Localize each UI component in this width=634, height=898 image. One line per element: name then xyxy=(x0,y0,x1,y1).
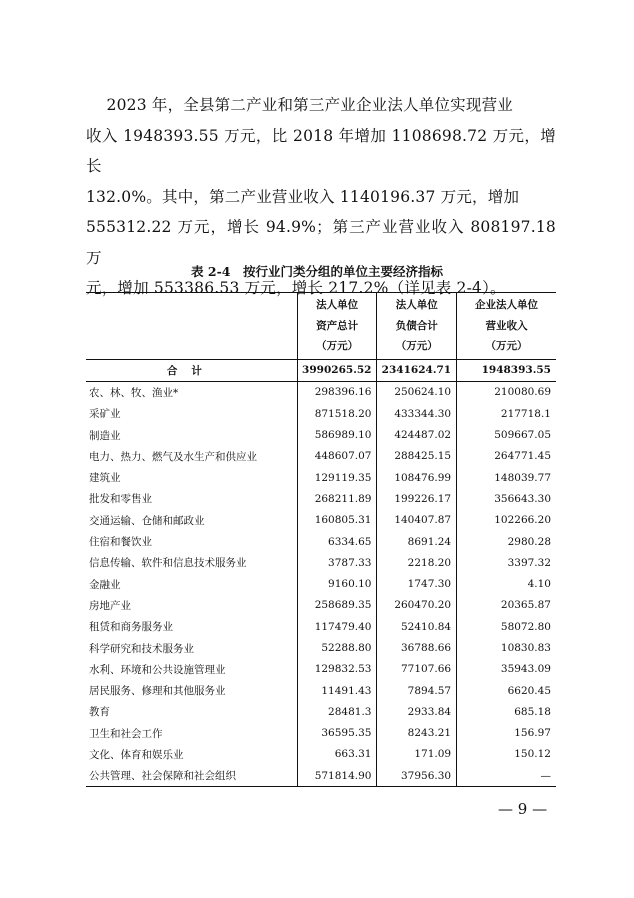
liabilities-cell: 1747.30 xyxy=(377,573,457,594)
revenue-cell: 210080.69 xyxy=(457,381,556,403)
industry-name-cell: 制造业 xyxy=(89,429,121,442)
header-blank-cell xyxy=(86,293,297,360)
header-line: （万元） xyxy=(395,340,438,352)
liabilities-cell: 288425.15 xyxy=(377,446,457,467)
table-row xyxy=(86,510,556,531)
revenue-cell: 2980.28 xyxy=(457,531,556,552)
assets-cell: 6334.65 xyxy=(297,531,377,552)
header-line: 法人单位 xyxy=(316,299,359,311)
revenue-cell: 217718.1 xyxy=(457,403,556,424)
assets-cell: 258689.35 xyxy=(297,595,377,616)
assets-cell: 268211.89 xyxy=(297,488,377,509)
revenue-cell: 6620.45 xyxy=(457,680,556,701)
assets-cell: 448607.07 xyxy=(297,446,377,467)
economic-indicators-table xyxy=(86,292,556,787)
assets-cell: 663.31 xyxy=(297,744,377,765)
table-row xyxy=(86,616,556,637)
industry-name-cell: 公共管理、社会保障和社会组织 xyxy=(86,765,297,787)
total-revenue: 1948393.55 xyxy=(457,359,556,381)
table-row xyxy=(86,381,556,403)
table-row xyxy=(86,659,556,680)
industry-name-cell: 农、林、牧、渔业* xyxy=(89,386,179,399)
table-row xyxy=(86,552,556,573)
assets-cell: 36595.35 xyxy=(297,723,377,744)
revenue-cell: 35943.09 xyxy=(457,659,556,680)
liabilities-cell: 199226.17 xyxy=(377,488,457,509)
industry-name-cell: 交通运输、仓储和邮政业 xyxy=(89,514,205,527)
liabilities-cell: 424487.02 xyxy=(377,424,457,445)
revenue-cell: 150.12 xyxy=(457,744,556,765)
table-row xyxy=(86,488,556,509)
industry-name-cell: 房地产业 xyxy=(89,599,131,612)
paragraph-line: 收入 1948393.55 万元，比 2018 年增加 1108698.72 万元，增长 xyxy=(86,126,556,175)
revenue-cell: 58072.80 xyxy=(457,616,556,637)
assets-cell: 160805.31 xyxy=(297,510,377,531)
liabilities-cell: 260470.20 xyxy=(377,595,457,616)
header-liabilities xyxy=(377,293,457,360)
industry-name-cell: 租赁和商务服务业 xyxy=(89,621,173,634)
table-row xyxy=(86,680,556,701)
table-row xyxy=(86,744,556,765)
header-line: 营业收入 xyxy=(485,319,528,332)
header-assets xyxy=(297,293,377,360)
header-revenue xyxy=(457,293,556,360)
liabilities-cell: 37956.30 xyxy=(377,765,457,787)
table-row xyxy=(86,573,556,594)
liabilities-cell: 2218.20 xyxy=(377,552,457,573)
paragraph-line: 元，增加 553386.53 万元，增长 217.2%（详见表 2-4）。 xyxy=(86,279,506,297)
table-row xyxy=(86,701,556,722)
assets-cell: 129119.35 xyxy=(297,467,377,488)
assets-cell: 117479.40 xyxy=(297,616,377,637)
table-caption: 表 2-4 按行业门类分组的单位主要经济指标 xyxy=(191,264,443,279)
industry-name-cell: 信息传输、软件和信息技术服务业 xyxy=(89,557,247,570)
liabilities-cell: 7894.57 xyxy=(377,680,457,701)
industry-name-cell: 金融业 xyxy=(89,578,121,591)
assets-cell: 586989.10 xyxy=(297,424,377,445)
header-line: 负债合计 xyxy=(395,319,438,332)
total-row xyxy=(86,359,556,381)
table-row xyxy=(86,531,556,552)
industry-name-cell: 卫生和社会工作 xyxy=(89,727,163,740)
assets-cell: 298396.16 xyxy=(297,381,377,403)
table-row xyxy=(86,595,556,616)
header-line: 企业法人单位 xyxy=(475,299,539,311)
industry-name-cell: 教育 xyxy=(89,706,110,719)
assets-cell: 571814.90 xyxy=(297,765,377,787)
revenue-cell: — xyxy=(457,765,556,787)
table-header xyxy=(86,293,556,360)
liabilities-cell: 140407.87 xyxy=(377,510,457,531)
total-label: 合计 xyxy=(86,359,297,381)
assets-cell: 129832.53 xyxy=(297,659,377,680)
table-row xyxy=(86,424,556,445)
revenue-cell: 148039.77 xyxy=(457,467,556,488)
revenue-cell: 20365.87 xyxy=(457,595,556,616)
revenue-cell: 156.97 xyxy=(457,723,556,744)
industry-name-cell: 住宿和餐饮业 xyxy=(89,536,152,549)
table-row xyxy=(86,637,556,658)
table-row xyxy=(86,723,556,744)
total-assets: 3990265.52 xyxy=(297,359,377,381)
liabilities-cell: 108476.99 xyxy=(377,467,457,488)
liabilities-cell: 250624.10 xyxy=(377,381,457,403)
revenue-cell: 10830.83 xyxy=(457,637,556,658)
revenue-cell: 264771.45 xyxy=(457,446,556,467)
revenue-cell: 356643.30 xyxy=(457,488,556,509)
assets-cell: 9160.10 xyxy=(297,573,377,594)
assets-cell: 52288.80 xyxy=(297,637,377,658)
header-line: （万元） xyxy=(316,340,359,352)
table-row xyxy=(86,446,556,467)
header-line: 资产总计 xyxy=(316,319,359,332)
table-row xyxy=(86,467,556,488)
paragraph-line: 2023 年，全县第二产业和第三产业企业法人单位实现营业 xyxy=(86,96,513,114)
industry-name-cell: 文化、体育和娱乐业 xyxy=(89,748,184,761)
assets-cell: 11491.43 xyxy=(297,680,377,701)
industry-name-cell: 居民服务、修理和其他服务业 xyxy=(89,685,226,698)
table-row xyxy=(86,765,556,787)
revenue-cell: 3397.32 xyxy=(457,552,556,573)
header-line: （万元） xyxy=(485,340,528,352)
industry-name-cell: 建筑业 xyxy=(89,472,121,485)
paragraph-line: 555312.22 万元，增长 94.9%；第三产业营业收入 808197.18 万 xyxy=(86,218,556,267)
industry-name-cell: 科学研究和技术服务业 xyxy=(89,642,194,655)
assets-cell: 871518.20 xyxy=(297,403,377,424)
liabilities-cell: 8243.21 xyxy=(377,723,457,744)
industry-name-cell: 批发和零售业 xyxy=(89,493,152,506)
liabilities-cell: 36788.66 xyxy=(377,637,457,658)
assets-cell: 3787.33 xyxy=(297,552,377,573)
industry-name-cell: 水利、环境和公共设施管理业 xyxy=(89,663,226,676)
liabilities-cell: 2933.84 xyxy=(377,701,457,722)
liabilities-cell: 171.09 xyxy=(377,744,457,765)
liabilities-cell: 77107.66 xyxy=(377,659,457,680)
revenue-cell: 4.10 xyxy=(457,573,556,594)
industry-name-cell: 采矿业 xyxy=(89,408,121,421)
liabilities-cell: 433344.30 xyxy=(377,403,457,424)
header-line: 法人单位 xyxy=(395,299,438,311)
page-number: — 9 — xyxy=(498,800,548,818)
revenue-cell: 509667.05 xyxy=(457,424,556,445)
assets-cell: 28481.3 xyxy=(297,701,377,722)
revenue-cell: 685.18 xyxy=(457,701,556,722)
table-body xyxy=(86,359,556,787)
liabilities-cell: 8691.24 xyxy=(377,531,457,552)
paragraph-line: 132.0%。其中，第二产业营业收入 1140196.37 万元，增加 xyxy=(86,187,520,206)
industry-name-cell: 电力、热力、燃气及水生产和供应业 xyxy=(89,450,257,463)
table-row xyxy=(86,403,556,424)
total-liabilities: 2341624.71 xyxy=(377,359,457,381)
revenue-cell: 102266.20 xyxy=(457,510,556,531)
liabilities-cell: 52410.84 xyxy=(377,616,457,637)
